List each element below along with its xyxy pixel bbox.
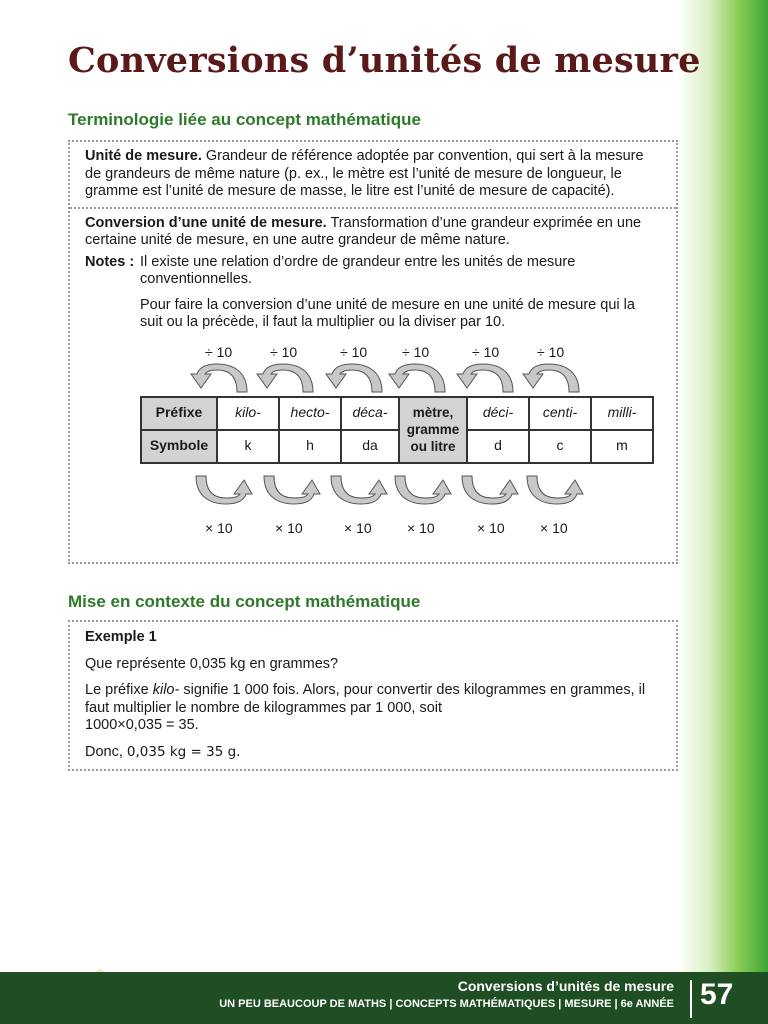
explanation-text: Le préfixe [85, 682, 153, 698]
base-unit-line: mètre, [412, 405, 454, 420]
curved-left-arrow-icon [322, 362, 388, 394]
definition-term: Unité de mesure. [85, 148, 202, 164]
table-row [141, 430, 653, 463]
table-cell: kilo- [217, 397, 279, 430]
divide-label: ÷ 10 [472, 343, 500, 360]
definition-unit [70, 142, 676, 207]
table-cell: k [217, 430, 279, 463]
page-number: 57 [700, 978, 734, 1011]
multiply-label: × 10 [275, 519, 303, 536]
notes-label: Notes : [85, 253, 135, 270]
conversion-diagram [85, 338, 661, 548]
definition-conversion [70, 207, 676, 554]
note-2: Pour faire la conversion d’une unité de mesure en une unité de mesure qui la suit ou la précède, il faut la multiplier ou la diviser par 10. [140, 296, 635, 330]
curved-left-arrow-icon [187, 362, 253, 394]
prefix-table [140, 396, 654, 464]
multiply-label: × 10 [407, 519, 435, 536]
base-unit-cell [399, 397, 467, 463]
conclusion-prefix: Donc, [85, 743, 127, 760]
curved-right-arrow-icon [523, 474, 589, 506]
curved-right-arrow-icon [327, 474, 393, 506]
section-heading-terminology: Terminologie liée au concept mathématique [68, 110, 421, 129]
page-title: Conversions d’unités de mesure [68, 40, 701, 81]
table-row [141, 397, 653, 430]
table-cell: milli- [591, 397, 653, 430]
footer-divider [690, 980, 692, 1018]
divide-label: ÷ 10 [537, 343, 565, 360]
section-heading-context: Mise en contexte du concept mathématique [68, 592, 421, 611]
table-cell: déci- [467, 397, 529, 430]
curved-right-arrow-icon [192, 474, 258, 506]
table-cell: centi- [529, 397, 591, 430]
explanation-text: signifie 1 000 fois. Alors, pour convertir des kilogrammes en grammes, il faut multiplier le nombre de kilogrammes par 1 000, soit [85, 682, 646, 716]
table-cell: d [467, 430, 529, 463]
curved-left-arrow-icon [453, 362, 519, 394]
curved-left-arrow-icon [253, 362, 319, 394]
calculation: 1000×0,035 = 35. [85, 717, 199, 733]
table-cell: da [341, 430, 399, 463]
footer-subtitle: UN PEU BEAUCOUP DE MATHS | CONCEPTS MATHÉMATIQUES | MESURE | 6e ANNÉE [219, 998, 674, 1010]
table-cell: h [279, 430, 341, 463]
note-1: Il existe une relation d’ordre de grandeur entre les unités de mesure conventionnelles. [140, 253, 576, 287]
example-explanation [85, 682, 661, 735]
example-title: Exemple 1 [85, 629, 157, 645]
conclusion-formula: 0,035 kg = 35 g. [126, 743, 241, 760]
divide-label: ÷ 10 [270, 343, 298, 360]
definition-text: Transformation d’une grandeur exprimée en une certaine unité de mesure, en une autre grandeur de même nature. [85, 214, 642, 248]
decorative-green-strip [678, 0, 768, 972]
explanation-italic: kilo- [152, 682, 180, 698]
example-conclusion [85, 744, 661, 762]
divide-label: ÷ 10 [402, 343, 430, 360]
curved-right-arrow-icon [260, 474, 326, 506]
definition-term: Conversion d’une unité de mesure. [85, 214, 327, 231]
curved-left-arrow-icon [385, 362, 451, 394]
example-1 [70, 622, 676, 769]
example-question: Que représente 0,035 kg en grammes? [85, 655, 339, 672]
base-unit-line: gramme [406, 422, 460, 437]
table-header-symbol: Symbole [141, 430, 217, 463]
table-cell: hecto- [279, 397, 341, 430]
table-cell: c [529, 430, 591, 463]
table-header-prefix: Préfixe [141, 397, 217, 430]
divide-label: ÷ 10 [340, 343, 368, 360]
table-cell: déca- [341, 397, 399, 430]
multiply-label: × 10 [540, 519, 568, 536]
footer-title: Conversions d’unités de mesure [457, 978, 674, 994]
curved-right-arrow-icon [391, 474, 457, 506]
table-cell: m [591, 430, 653, 463]
notes-row [85, 254, 661, 289]
definition-text: Grandeur de référence adoptée par convention, qui sert à la mesure de grandeurs de même nature (p. ex., le mètre est l’unité de mesure de longueur, le gramme est l’unité de mesure de masse, le litre est l’unité de mesure de capacité). [85, 148, 644, 199]
example-box [68, 620, 678, 771]
curved-left-arrow-icon [519, 362, 585, 394]
divide-label: ÷ 10 [205, 343, 233, 360]
footer [0, 972, 768, 1024]
base-unit-line: ou litre [410, 439, 456, 454]
multiply-label: × 10 [344, 519, 372, 536]
multiply-label: × 10 [205, 519, 233, 536]
curved-right-arrow-icon [458, 474, 524, 506]
multiply-label: × 10 [477, 519, 505, 536]
terminology-box [68, 140, 678, 564]
